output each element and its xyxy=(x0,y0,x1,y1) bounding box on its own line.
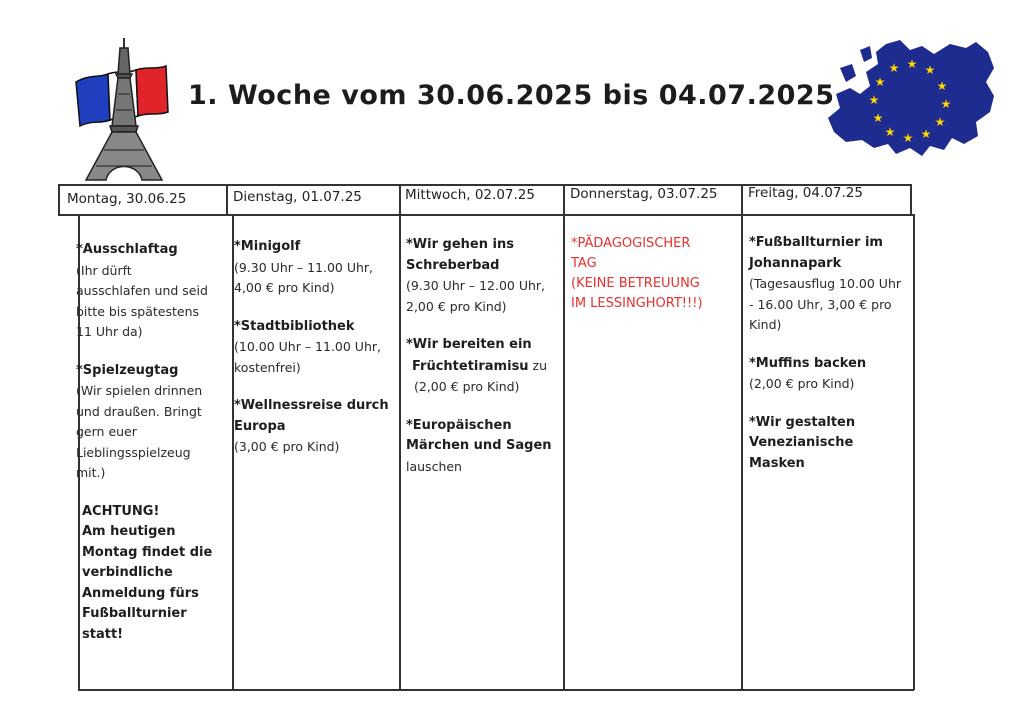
svg-text:★: ★ xyxy=(934,115,946,129)
note-line: verbindliche xyxy=(82,565,173,580)
activity-detail: kostenfrei) xyxy=(234,359,301,375)
table-right-border xyxy=(910,184,912,215)
thursday-column xyxy=(571,234,741,314)
activity-title: *Stadtbibliothek xyxy=(234,318,355,334)
header-wednesday: Mittwoch, 02.07.25 xyxy=(405,187,535,203)
svg-text:★: ★ xyxy=(872,111,884,125)
activity-title: Früchtetiramisu xyxy=(412,358,529,374)
eiffel-tower-flag-icon xyxy=(70,34,180,184)
activity-title-suffix: zu xyxy=(528,357,548,373)
activity-title: *Muffins backen xyxy=(749,355,867,371)
activity-detail: - 16.00 Uhr, 3,00 € pro xyxy=(749,296,892,312)
activity-title: *Ausschlaftag xyxy=(76,242,178,257)
activity-detail: (Ihr dürft xyxy=(76,262,132,278)
wednesday-column xyxy=(406,235,566,477)
activity-detail: bitte bis spätestens xyxy=(76,303,200,319)
column-divider xyxy=(741,184,743,690)
svg-text:★: ★ xyxy=(940,97,952,111)
europe-map-icon xyxy=(826,38,998,162)
note-line: Anmeldung fürs xyxy=(82,585,199,601)
activity-title: *Wellnessreise durch xyxy=(234,398,389,413)
note-line: Montag findet die xyxy=(82,544,213,560)
activity-detail: 11 Uhr da) xyxy=(76,324,143,339)
activity-title: Europa xyxy=(234,418,286,434)
header-friday: Freitag, 04.07.25 xyxy=(748,185,863,201)
monday-column xyxy=(76,240,226,645)
activity-title: *Wir bereiten ein xyxy=(406,337,532,352)
svg-text:★: ★ xyxy=(888,61,900,75)
activity-detail: Kind) xyxy=(749,317,782,332)
closure-notice: (KEINE BETREUUNG xyxy=(571,276,700,291)
note-line: Fußballturnier xyxy=(82,606,187,621)
tuesday-column xyxy=(234,237,399,458)
table-right-border-lower xyxy=(913,214,915,690)
closure-notice: TAG xyxy=(571,256,597,271)
svg-text:★: ★ xyxy=(920,127,932,141)
activity-detail: (9.30 Uhr – 11.00 Uhr, xyxy=(234,259,374,275)
svg-text:★: ★ xyxy=(884,125,896,139)
closure-notice: *PÄDAGOGISCHER xyxy=(571,236,691,251)
activity-detail: (10.00 Uhr – 11.00 Uhr, xyxy=(234,339,381,354)
activity-detail: gern euer xyxy=(76,424,137,439)
header-tuesday: Dienstag, 01.07.25 xyxy=(233,189,362,205)
svg-text:★: ★ xyxy=(924,63,936,77)
friday-column xyxy=(749,233,911,474)
table-header-divider xyxy=(58,214,913,216)
svg-text:★: ★ xyxy=(936,79,948,93)
activity-detail: (2,00 € pro Kind) xyxy=(749,376,855,391)
column-divider xyxy=(399,184,401,690)
activity-detail: ausschlafen und seid xyxy=(76,283,208,298)
activity-detail: mit.) xyxy=(76,465,106,480)
activity-title: *Fußballturnier im xyxy=(749,235,883,250)
activity-title: Schreberbad xyxy=(406,257,500,273)
page-title: 1. Woche vom 30.06.2025 bis 04.07.2025 xyxy=(188,80,835,111)
note-line: ACHTUNG! xyxy=(82,503,160,519)
activity-title: Johannapark xyxy=(749,255,842,271)
activity-detail: Lieblingsspielzeug xyxy=(76,444,191,460)
activity-title: Märchen und Sagen xyxy=(406,438,552,453)
table-bottom-border xyxy=(78,689,914,691)
activity-detail: und draußen. Bringt xyxy=(76,403,202,419)
activity-detail: 2,00 € pro Kind) xyxy=(406,298,507,314)
activity-detail: (Tagesausflug 10.00 Uhr xyxy=(749,276,902,291)
activity-title: Venezianische Masken xyxy=(749,435,854,471)
activity-title: *Spielzeugtag xyxy=(76,362,179,378)
column-divider xyxy=(226,184,228,215)
closure-notice: IM LESSINGHORT!!!) xyxy=(571,296,703,311)
activity-detail: (9.30 Uhr – 12.00 Uhr, xyxy=(406,278,546,293)
activity-detail: (3,00 € pro Kind) xyxy=(234,439,340,454)
activity-detail: (2,00 € pro Kind) xyxy=(414,379,520,394)
table-left-border xyxy=(58,184,60,215)
activity-detail: 4,00 € pro Kind) xyxy=(234,280,335,295)
activity-title: *Europäischen xyxy=(406,417,512,433)
svg-text:★: ★ xyxy=(874,75,886,89)
activity-detail: (Wir spielen drinnen xyxy=(76,383,203,398)
header-monday: Montag, 30.06.25 xyxy=(67,191,187,207)
note-line: statt! xyxy=(82,626,124,642)
svg-text:★: ★ xyxy=(902,131,914,145)
svg-text:★: ★ xyxy=(906,57,918,71)
activity-title: *Minigolf xyxy=(234,239,301,254)
header-thursday: Donnerstag, 03.07.25 xyxy=(570,186,718,202)
note-line: Am heutigen xyxy=(82,524,176,539)
activity-detail: lauschen xyxy=(406,458,462,474)
svg-text:★: ★ xyxy=(868,93,880,107)
activity-title: *Wir gestalten xyxy=(749,414,856,430)
important-note xyxy=(82,502,226,646)
activity-title: *Wir gehen ins xyxy=(406,237,514,252)
